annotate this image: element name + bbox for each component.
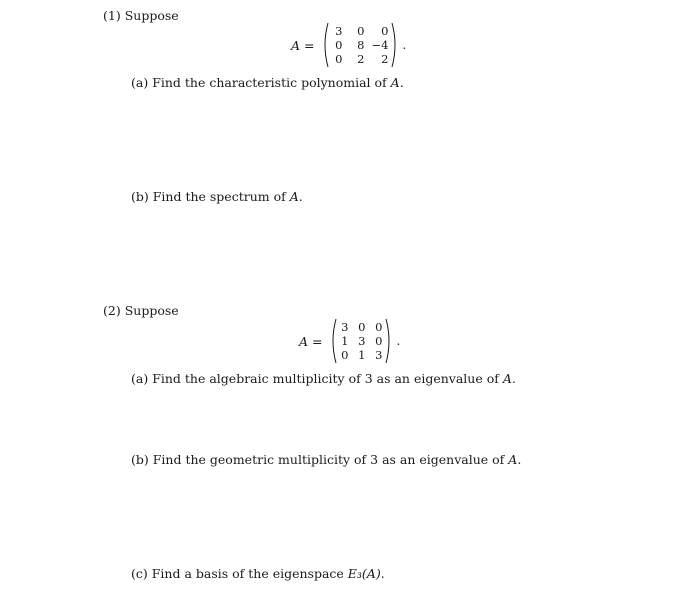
right-paren bbox=[385, 318, 393, 364]
problem-2-intro: Suppose bbox=[124, 303, 179, 318]
part-variable: A bbox=[390, 75, 400, 90]
matrix-2-cell: 3 bbox=[358, 333, 366, 348]
matrix-2-cell: 1 bbox=[358, 347, 366, 362]
part-variable: E₃(A) bbox=[347, 566, 381, 581]
matrix-1-cell: 2 bbox=[381, 51, 389, 66]
part-end: . bbox=[298, 189, 303, 204]
part-end: . bbox=[517, 452, 522, 467]
right-paren bbox=[391, 22, 399, 68]
matrix-2-cell: 3 bbox=[341, 319, 349, 334]
problem-2-part-a bbox=[131, 373, 516, 386]
problem-2-number: (2) bbox=[103, 303, 121, 318]
equals-sign: = bbox=[304, 37, 315, 53]
matrix-2-cell: 0 bbox=[358, 319, 366, 334]
matrix-2-cell: 0 bbox=[375, 319, 383, 334]
problem-1-part-a bbox=[131, 77, 404, 90]
part-label: (a) bbox=[131, 371, 149, 386]
matrix-2 bbox=[329, 318, 393, 364]
matrix-1-cell: 8 bbox=[357, 37, 365, 52]
problem-1-number: (1) bbox=[103, 8, 121, 23]
matrix-2-cell: 3 bbox=[375, 347, 383, 362]
problem-1-intro: Suppose bbox=[124, 8, 179, 23]
problem-2-part-c bbox=[131, 568, 385, 581]
part-end: . bbox=[399, 75, 404, 90]
part-variable: A bbox=[508, 452, 518, 467]
part-variable: A bbox=[289, 189, 299, 204]
matrix-end-period: . bbox=[396, 334, 401, 348]
matrix-1-cell: −4 bbox=[371, 37, 389, 52]
matrix-1-cell: 0 bbox=[335, 51, 343, 66]
problem-1-matrix-equation bbox=[291, 22, 406, 68]
matrix-1 bbox=[321, 22, 399, 68]
matrix-2-cell: 1 bbox=[341, 333, 349, 348]
matrix-1-grid bbox=[329, 22, 391, 68]
part-end: . bbox=[511, 371, 516, 386]
problem-1-heading bbox=[103, 10, 179, 23]
matrix-end-period: . bbox=[402, 38, 407, 52]
matrix-1-cell: 3 bbox=[335, 23, 343, 38]
part-text: Find the characteristic polynomial of bbox=[152, 75, 387, 90]
part-label: (b) bbox=[131, 189, 149, 204]
matrix-2-grid bbox=[337, 318, 385, 364]
part-text: Find the geometric multiplicity of 3 as an eigenvalue of bbox=[152, 452, 505, 467]
part-label: (b) bbox=[131, 452, 149, 467]
matrix-lhs bbox=[291, 38, 315, 53]
part-text: Find the algebraic multiplicity of 3 as an eigenvalue of bbox=[152, 371, 499, 386]
problem-2-heading bbox=[103, 305, 179, 318]
problem-1-part-b bbox=[131, 191, 303, 204]
left-paren bbox=[329, 318, 337, 364]
matrix-1-cell: 2 bbox=[357, 51, 365, 66]
matrix-variable: A bbox=[299, 333, 309, 349]
part-end: . bbox=[380, 566, 385, 581]
matrix-2-cell: 0 bbox=[341, 347, 349, 362]
matrix-variable: A bbox=[291, 37, 301, 53]
matrix-1-cell: 0 bbox=[381, 23, 389, 38]
matrix-2-cell: 0 bbox=[375, 333, 383, 348]
left-paren bbox=[321, 22, 329, 68]
part-label: (c) bbox=[131, 566, 148, 581]
part-variable: A bbox=[502, 371, 512, 386]
problem-2-part-b bbox=[131, 454, 521, 467]
part-text: Find a basis of the eigenspace bbox=[151, 566, 344, 581]
part-label: (a) bbox=[131, 75, 149, 90]
matrix-lhs bbox=[299, 334, 323, 349]
equals-sign: = bbox=[312, 333, 323, 349]
problem-2-matrix-equation bbox=[299, 318, 400, 364]
matrix-1-cell: 0 bbox=[357, 23, 365, 38]
part-text: Find the spectrum of bbox=[152, 189, 286, 204]
matrix-1-cell: 0 bbox=[335, 37, 343, 52]
